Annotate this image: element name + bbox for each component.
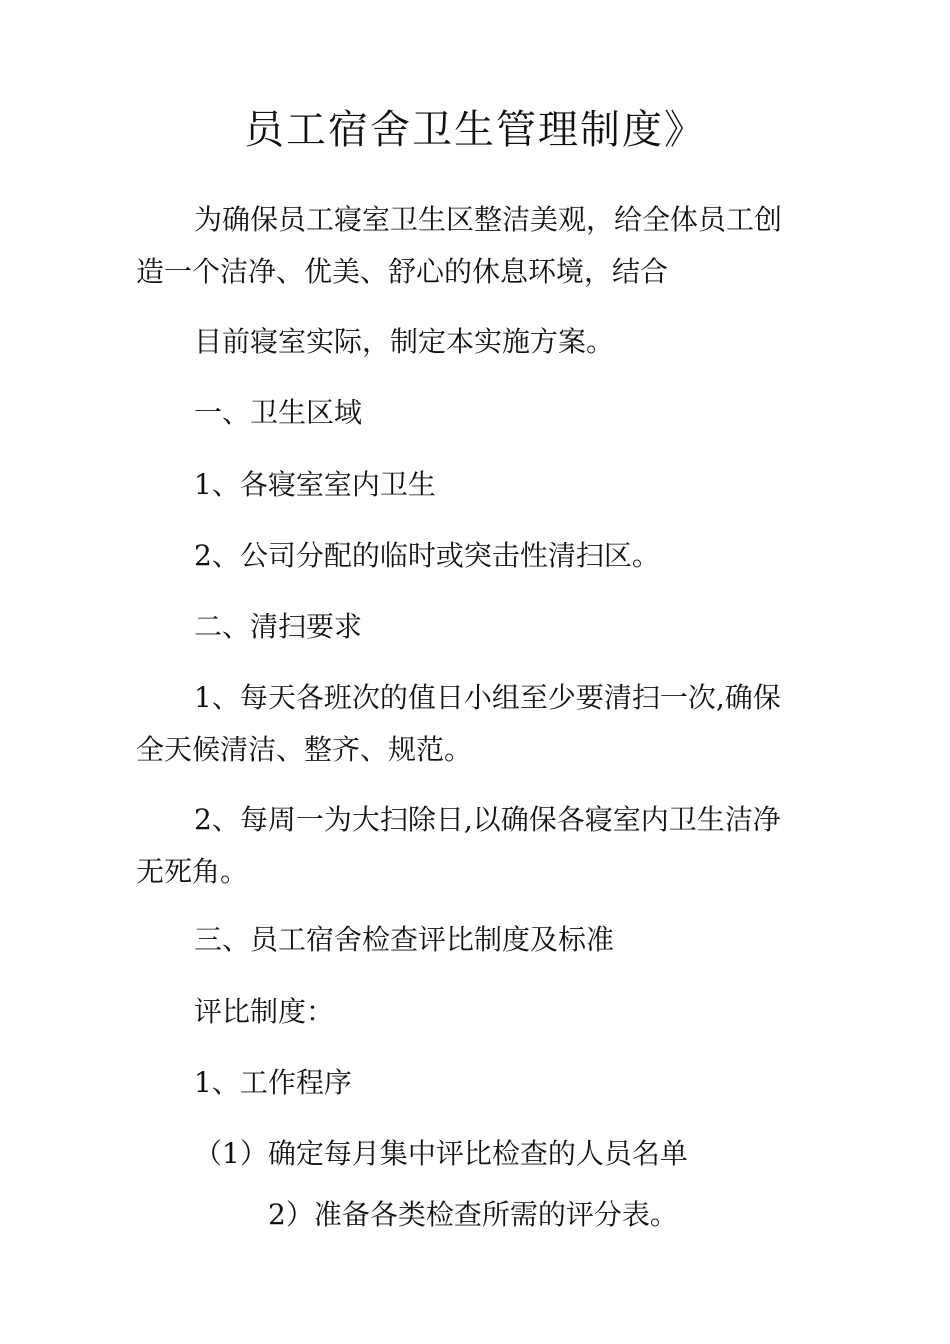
section-1-heading: 一、卫生区域 [194,396,363,429]
section-2-heading: 二、清扫要求 [194,610,363,643]
section-1-item-2: 2、公司分配的临时或突击性清扫区。 [194,539,660,572]
intro-line-1: 为确保员工寝室卫生区整洁美观，给全体员工创 [194,203,783,236]
intro-line-2: 造一个洁净、优美、舒心的休息环境，结合 [136,255,669,288]
rating-label: 评比制度： [194,995,335,1028]
section-2-item-1-line-1: 1、每天各班次的值日小组至少要清扫一次,确保 [194,681,781,714]
procedure-step-2: 2）准备各类检查所需的评分表。 [268,1198,678,1231]
section-2-item-1 [136,672,800,776]
intro-line-3: 目前寝室实际，制定本实施方案。 [194,325,615,358]
procedure-step-1: （1）确定每月集中评比检查的人员名单 [194,1137,688,1170]
section-2-item-2-line-2: 无死角。 [136,855,249,888]
section-1-item-1: 1、各寝室室内卫生 [194,468,436,501]
procedure-heading: 1、工作程序 [194,1066,352,1099]
intro-paragraph [136,194,800,298]
section-2-item-2 [136,794,800,898]
document-title: 员工宿舍卫生管理制度》 [244,107,706,153]
section-2-item-1-line-2: 全天候清洁、整齐、规范。 [136,733,473,766]
section-2-item-2-line-1: 2、每周一为大扫除日,以确保各寝室内卫生洁净 [194,803,781,836]
section-3-heading: 三、员工宿舍检查评比制度及标准 [194,923,615,956]
